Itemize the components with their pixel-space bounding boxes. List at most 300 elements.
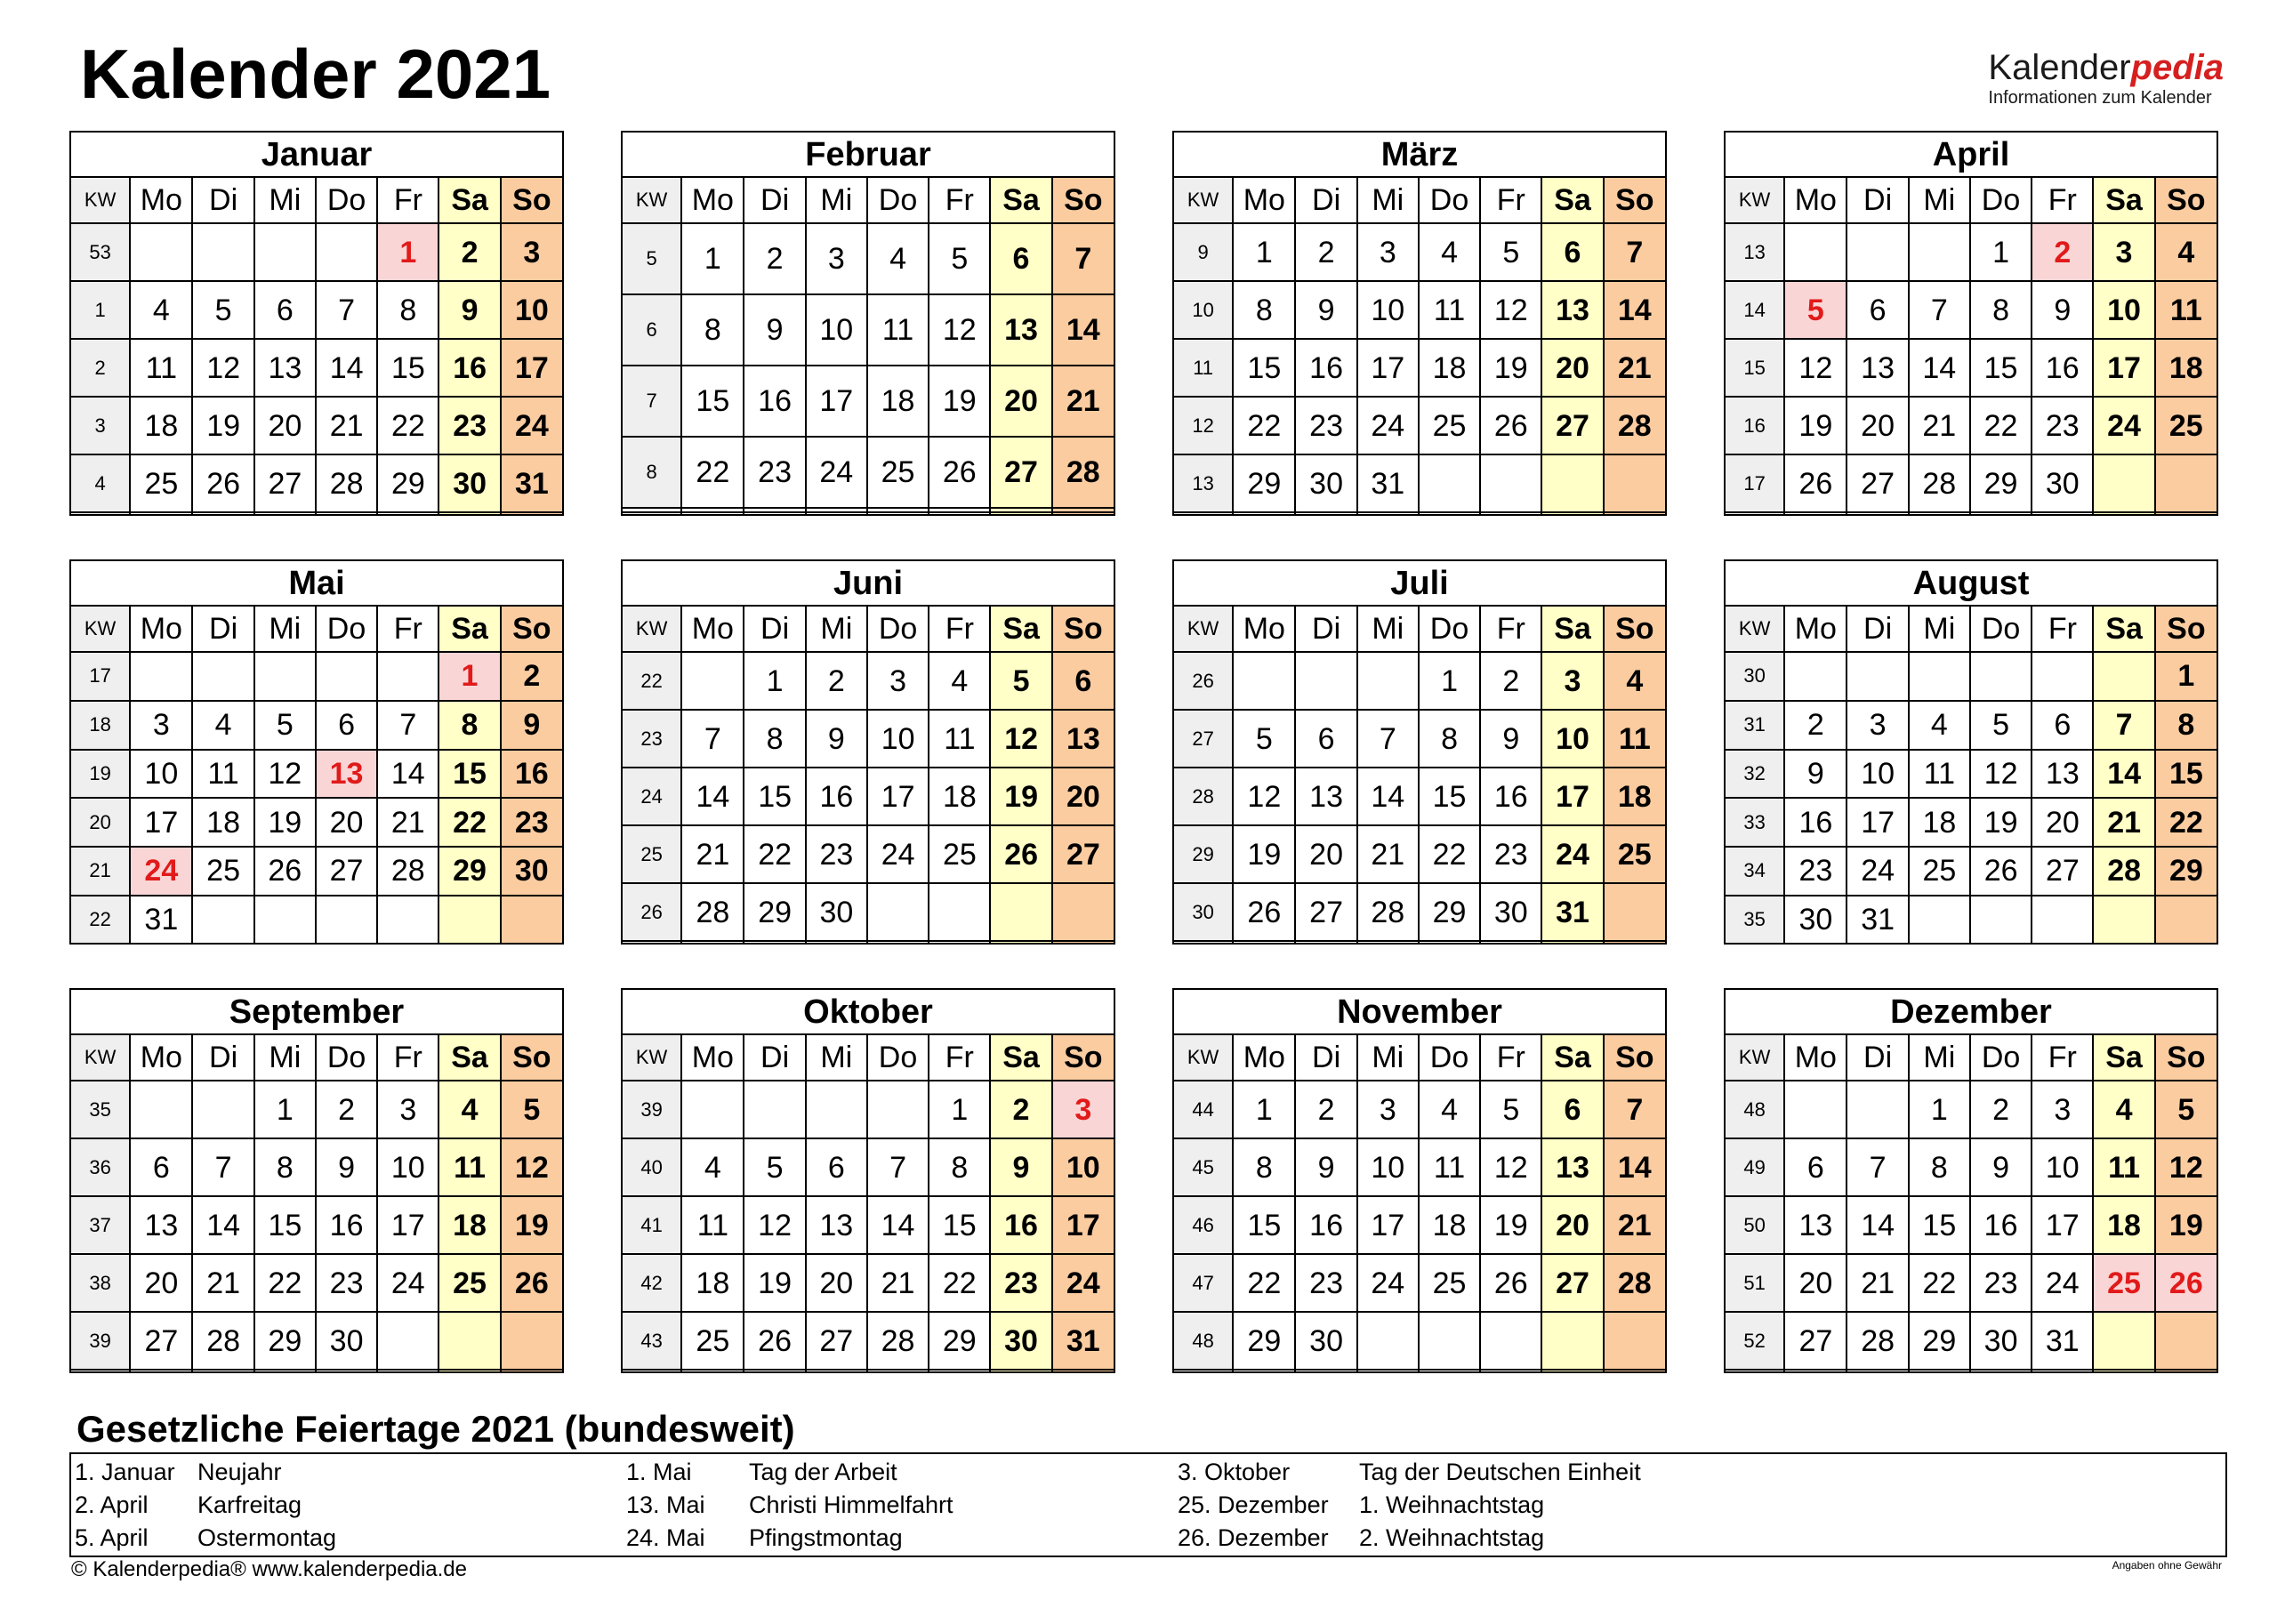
day-cell xyxy=(2155,454,2217,512)
weekday-header: Sa xyxy=(2093,606,2154,652)
week-number: 17 xyxy=(71,652,130,701)
month-name: April xyxy=(1726,133,2217,177)
day-cell: 11 xyxy=(439,1138,500,1196)
weekday-header: Do xyxy=(316,606,377,652)
day-cell: 13 xyxy=(806,1196,867,1254)
weekday-header: KW xyxy=(1174,606,1233,652)
week-number: 22 xyxy=(71,896,130,943)
week-number: 12 xyxy=(1174,397,1233,454)
day-cell xyxy=(1970,512,2032,514)
day-cell: 4 xyxy=(867,223,929,294)
footer-copyright: © Kalenderpedia® www.kalenderpedia.de xyxy=(71,1557,467,1581)
day-cell: 27 xyxy=(1847,454,1908,512)
weekday-header: KW xyxy=(1726,606,1784,652)
day-cell: 31 xyxy=(1541,883,1603,941)
week-number: 48 xyxy=(1174,1312,1233,1370)
day-cell: 4 xyxy=(2093,1081,2154,1138)
week-number: 36 xyxy=(71,1138,130,1196)
day-cell: 30 xyxy=(316,1312,377,1370)
day-cell: 3 xyxy=(1541,652,1603,710)
weekday-header: Do xyxy=(1970,606,2032,652)
day-cell xyxy=(501,896,562,943)
day-cell: 18 xyxy=(929,768,990,825)
day-cell: 8 xyxy=(744,710,805,768)
month-8 xyxy=(1724,559,2218,945)
day-cell: 1 xyxy=(681,223,744,294)
day-cell: 18 xyxy=(1604,768,1665,825)
day-cell xyxy=(806,941,867,943)
day-cell: 18 xyxy=(439,1196,500,1254)
day-cell: 25 xyxy=(1909,847,1970,896)
day-cell xyxy=(1541,941,1603,943)
day-cell xyxy=(1847,223,1908,281)
day-cell: 25 xyxy=(439,1254,500,1312)
day-cell: 26 xyxy=(744,1312,805,1370)
day-cell: 2 xyxy=(806,652,867,710)
day-cell: 30 xyxy=(1784,896,1847,943)
day-cell: 14 xyxy=(192,1196,253,1254)
day-cell xyxy=(2032,652,2093,701)
week-number xyxy=(71,1370,130,1371)
day-cell xyxy=(867,512,929,514)
day-cell: 3 xyxy=(1357,223,1419,281)
day-cell xyxy=(439,896,500,943)
day-cell xyxy=(1480,941,1541,943)
day-cell: 17 xyxy=(1541,768,1603,825)
day-cell xyxy=(192,512,253,514)
day-cell: 15 xyxy=(1419,768,1480,825)
weekday-header: So xyxy=(501,177,562,223)
day-cell: 2 xyxy=(439,223,500,281)
day-cell xyxy=(254,1370,316,1371)
weekday-header: Di xyxy=(1847,1034,1908,1081)
weekday-header: Sa xyxy=(439,606,500,652)
day-cell xyxy=(2032,512,2093,514)
weekday-header: Fr xyxy=(2032,1034,2093,1081)
day-cell xyxy=(316,1370,377,1371)
day-cell xyxy=(1419,1312,1480,1370)
day-cell: 8 xyxy=(1970,281,2032,339)
day-cell xyxy=(2155,512,2217,514)
weekday-header: Mo xyxy=(1233,177,1295,223)
day-cell: 3 xyxy=(1847,701,1908,750)
day-cell: 11 xyxy=(1419,1138,1480,1196)
day-cell: 1 xyxy=(439,652,500,701)
day-cell xyxy=(1541,454,1603,512)
day-cell: 23 xyxy=(1784,847,1847,896)
holiday-date: 3. Oktober xyxy=(1178,1459,1291,1485)
day-cell xyxy=(806,1081,867,1138)
day-cell xyxy=(1909,512,1970,514)
weekday-header: KW xyxy=(71,177,130,223)
day-cell xyxy=(867,883,929,941)
weekday-header: Mi xyxy=(1357,177,1419,223)
day-cell: 8 xyxy=(1419,710,1480,768)
day-cell: 11 xyxy=(1604,710,1665,768)
day-cell: 22 xyxy=(1909,1254,1970,1312)
day-cell: 14 xyxy=(1357,768,1419,825)
day-cell xyxy=(1295,941,1356,943)
day-cell: 8 xyxy=(1233,1138,1295,1196)
month-name: August xyxy=(1726,561,2217,606)
day-cell: 12 xyxy=(501,1138,562,1196)
weekday-header: So xyxy=(1052,606,1114,652)
day-cell xyxy=(1970,1370,2032,1371)
weekday-header: Fr xyxy=(1480,1034,1541,1081)
month-name: Januar xyxy=(71,133,562,177)
day-cell: 21 xyxy=(1052,366,1114,437)
weekday-header: Do xyxy=(1419,1034,1480,1081)
week-number: 33 xyxy=(1726,798,1784,847)
day-cell: 8 xyxy=(254,1138,316,1196)
day-cell xyxy=(1784,512,1847,514)
weekday-header: Di xyxy=(744,606,805,652)
day-cell: 10 xyxy=(1357,281,1419,339)
day-cell xyxy=(1233,1370,1295,1371)
day-cell: 23 xyxy=(806,825,867,883)
day-cell: 1 xyxy=(1909,1081,1970,1138)
day-cell: 17 xyxy=(1357,1196,1419,1254)
day-cell: 9 xyxy=(806,710,867,768)
day-cell: 27 xyxy=(990,437,1051,508)
day-cell xyxy=(681,1081,744,1138)
week-number: 42 xyxy=(623,1254,681,1312)
day-cell xyxy=(1052,1370,1114,1371)
day-cell: 23 xyxy=(316,1254,377,1312)
day-cell xyxy=(1604,454,1665,512)
day-cell xyxy=(990,883,1051,941)
weekday-header: Do xyxy=(867,177,929,223)
day-cell xyxy=(1784,1370,1847,1371)
day-cell: 2 xyxy=(990,1081,1051,1138)
day-cell: 7 xyxy=(1357,710,1419,768)
day-cell: 30 xyxy=(990,1312,1051,1370)
weekday-header: So xyxy=(1604,1034,1665,1081)
day-cell xyxy=(1541,1312,1603,1370)
weekday-header: Do xyxy=(1419,606,1480,652)
month-7 xyxy=(1172,559,1667,945)
day-cell: 22 xyxy=(681,437,744,508)
day-cell xyxy=(1480,454,1541,512)
day-cell: 17 xyxy=(806,366,867,437)
day-cell xyxy=(1847,512,1908,514)
day-cell: 4 xyxy=(929,652,990,710)
day-cell xyxy=(377,512,439,514)
day-cell: 7 xyxy=(1604,223,1665,281)
day-cell: 27 xyxy=(1541,1254,1603,1312)
day-cell: 31 xyxy=(130,896,192,943)
week-number: 6 xyxy=(623,294,681,366)
weekday-header: Mi xyxy=(806,177,867,223)
day-cell: 29 xyxy=(439,847,500,896)
weekday-header: Mi xyxy=(806,1034,867,1081)
day-cell: 10 xyxy=(1052,1138,1114,1196)
day-cell: 8 xyxy=(929,1138,990,1196)
day-cell xyxy=(867,941,929,943)
holiday-row xyxy=(1178,1456,1711,1489)
day-cell: 25 xyxy=(929,825,990,883)
day-cell: 15 xyxy=(377,339,439,397)
holiday-date: 24. Mai xyxy=(626,1524,705,1551)
holidays-list xyxy=(69,1452,2227,1557)
holiday-date: 13. Mai xyxy=(626,1491,705,1518)
day-cell: 15 xyxy=(929,1196,990,1254)
day-cell: 3 xyxy=(867,652,929,710)
day-cell xyxy=(130,652,192,701)
weekday-header: Mi xyxy=(1909,606,1970,652)
weekday-header: Fr xyxy=(377,177,439,223)
week-number xyxy=(1174,512,1233,514)
brand-name xyxy=(1988,48,2224,87)
weekday-header: Sa xyxy=(1541,1034,1603,1081)
week-number: 8 xyxy=(623,437,681,508)
day-cell: 12 xyxy=(1480,1138,1541,1196)
month-name: November xyxy=(1174,990,1665,1034)
day-cell: 4 xyxy=(1604,652,1665,710)
week-number: 39 xyxy=(623,1081,681,1138)
day-cell: 10 xyxy=(806,294,867,366)
day-cell: 1 xyxy=(1970,223,2032,281)
day-cell: 24 xyxy=(1541,825,1603,883)
weekday-header: Fr xyxy=(1480,606,1541,652)
day-cell xyxy=(2155,896,2217,943)
day-cell: 27 xyxy=(254,454,316,512)
holiday-name: Christi Himmelfahrt xyxy=(749,1491,953,1518)
day-cell xyxy=(316,512,377,514)
day-cell: 22 xyxy=(1419,825,1480,883)
day-cell: 30 xyxy=(1295,1312,1356,1370)
week-number xyxy=(623,1370,681,1371)
weekday-header: Fr xyxy=(2032,177,2093,223)
day-cell xyxy=(501,1370,562,1371)
week-number: 13 xyxy=(1174,454,1233,512)
day-cell: 27 xyxy=(130,1312,192,1370)
day-cell: 2 xyxy=(2032,223,2093,281)
holiday-row xyxy=(75,1456,608,1489)
day-cell: 21 xyxy=(1909,397,1970,454)
day-cell xyxy=(501,1312,562,1370)
weekday-header: Fr xyxy=(929,1034,990,1081)
day-cell: 27 xyxy=(316,847,377,896)
day-cell: 23 xyxy=(1295,397,1356,454)
day-cell xyxy=(1909,1370,1970,1371)
month-name: Februar xyxy=(623,133,1114,177)
weekday-header: Sa xyxy=(990,177,1051,223)
day-cell: 5 xyxy=(1970,701,2032,750)
day-cell: 13 xyxy=(1541,281,1603,339)
day-cell xyxy=(439,1312,500,1370)
day-cell: 5 xyxy=(501,1081,562,1138)
day-cell: 19 xyxy=(254,798,316,847)
day-cell: 23 xyxy=(501,798,562,847)
day-cell: 15 xyxy=(1970,339,2032,397)
day-cell: 10 xyxy=(867,710,929,768)
day-cell: 15 xyxy=(744,768,805,825)
day-cell: 12 xyxy=(1233,768,1295,825)
day-cell: 13 xyxy=(2032,750,2093,799)
week-number: 14 xyxy=(1726,281,1784,339)
week-number: 1 xyxy=(71,281,130,339)
day-cell: 26 xyxy=(1480,397,1541,454)
weekday-header: Mi xyxy=(254,177,316,223)
day-cell xyxy=(316,223,377,281)
weekday-header: Do xyxy=(316,177,377,223)
day-cell xyxy=(990,941,1051,943)
weekday-header: KW xyxy=(1174,177,1233,223)
day-cell: 9 xyxy=(990,1138,1051,1196)
day-cell: 31 xyxy=(2032,1312,2093,1370)
day-cell xyxy=(1604,1370,1665,1371)
week-number: 50 xyxy=(1726,1196,1784,1254)
week-number: 4 xyxy=(71,454,130,512)
day-cell: 25 xyxy=(2093,1254,2154,1312)
week-number: 25 xyxy=(623,825,681,883)
week-number: 35 xyxy=(71,1081,130,1138)
day-cell: 1 xyxy=(377,223,439,281)
week-number: 18 xyxy=(71,701,130,750)
day-cell xyxy=(1233,941,1295,943)
day-cell xyxy=(2093,1312,2154,1370)
day-cell: 23 xyxy=(744,437,805,508)
weekday-header: Sa xyxy=(2093,177,2154,223)
day-cell: 3 xyxy=(1357,1081,1419,1138)
day-cell xyxy=(377,1370,439,1371)
day-cell: 23 xyxy=(439,397,500,454)
week-number: 2 xyxy=(71,339,130,397)
week-number: 26 xyxy=(623,883,681,941)
day-cell: 25 xyxy=(1419,1254,1480,1312)
weekday-header: Mi xyxy=(1357,1034,1419,1081)
day-cell: 2 xyxy=(744,223,805,294)
holiday-name: Pfingstmontag xyxy=(749,1524,903,1551)
week-number: 53 xyxy=(71,223,130,281)
holiday-column xyxy=(1178,1456,1711,1555)
week-number: 49 xyxy=(1726,1138,1784,1196)
day-cell: 25 xyxy=(1419,397,1480,454)
day-cell: 26 xyxy=(1233,883,1295,941)
day-cell: 24 xyxy=(867,825,929,883)
day-cell: 21 xyxy=(1604,339,1665,397)
day-cell: 1 xyxy=(929,1081,990,1138)
day-cell: 8 xyxy=(1909,1138,1970,1196)
day-cell: 5 xyxy=(1480,1081,1541,1138)
day-cell: 16 xyxy=(806,768,867,825)
day-cell: 5 xyxy=(929,223,990,294)
day-cell xyxy=(1419,941,1480,943)
day-cell: 3 xyxy=(377,1081,439,1138)
day-cell xyxy=(1970,652,2032,701)
day-cell: 11 xyxy=(130,339,192,397)
weekday-header: Mo xyxy=(681,177,744,223)
week-number xyxy=(1726,1370,1784,1371)
holiday-column xyxy=(75,1456,608,1555)
week-number: 24 xyxy=(623,768,681,825)
holiday-name: 2. Weihnachtstag xyxy=(1359,1524,1545,1551)
day-cell: 28 xyxy=(316,454,377,512)
day-cell xyxy=(316,652,377,701)
day-cell: 7 xyxy=(1847,1138,1908,1196)
day-cell: 29 xyxy=(1233,454,1295,512)
weekday-header: Mi xyxy=(1909,1034,1970,1081)
day-cell: 24 xyxy=(1357,1254,1419,1312)
day-cell: 4 xyxy=(1419,1081,1480,1138)
day-cell: 4 xyxy=(1909,701,1970,750)
day-cell xyxy=(1052,941,1114,943)
day-cell: 19 xyxy=(192,397,253,454)
day-cell: 16 xyxy=(1480,768,1541,825)
holiday-name: Tag der Arbeit xyxy=(749,1459,897,1485)
day-cell xyxy=(1480,512,1541,514)
day-cell xyxy=(1784,223,1847,281)
day-cell: 27 xyxy=(2032,847,2093,896)
day-cell: 19 xyxy=(929,366,990,437)
day-cell: 1 xyxy=(744,652,805,710)
day-cell: 9 xyxy=(501,701,562,750)
day-cell: 5 xyxy=(254,701,316,750)
week-number: 22 xyxy=(623,652,681,710)
day-cell: 16 xyxy=(1295,339,1356,397)
holiday-column xyxy=(626,1456,1160,1555)
weekday-header: Do xyxy=(867,606,929,652)
day-cell xyxy=(1419,512,1480,514)
day-cell: 13 xyxy=(254,339,316,397)
weekday-header: Di xyxy=(192,177,253,223)
holiday-row xyxy=(626,1489,1160,1522)
day-cell: 26 xyxy=(1480,1254,1541,1312)
day-cell: 18 xyxy=(867,366,929,437)
day-cell xyxy=(2155,1312,2217,1370)
day-cell: 10 xyxy=(2032,1138,2093,1196)
weekday-header: KW xyxy=(623,606,681,652)
week-number: 29 xyxy=(1174,825,1233,883)
weekday-header: KW xyxy=(1726,1034,1784,1081)
day-cell: 29 xyxy=(1909,1312,1970,1370)
day-cell: 12 xyxy=(990,710,1051,768)
week-number: 9 xyxy=(1174,223,1233,281)
day-cell xyxy=(1295,1370,1356,1371)
day-cell xyxy=(316,896,377,943)
week-number: 11 xyxy=(1174,339,1233,397)
week-number: 30 xyxy=(1726,652,1784,701)
day-cell: 22 xyxy=(377,397,439,454)
day-cell: 30 xyxy=(501,847,562,896)
day-cell: 7 xyxy=(2093,701,2154,750)
day-cell xyxy=(1233,512,1295,514)
month-name: März xyxy=(1174,133,1665,177)
day-cell: 12 xyxy=(254,750,316,799)
day-cell: 15 xyxy=(2155,750,2217,799)
day-cell xyxy=(1847,1370,1908,1371)
day-cell: 5 xyxy=(1233,710,1295,768)
day-cell xyxy=(2032,1370,2093,1371)
weekday-header: Mo xyxy=(1784,177,1847,223)
day-cell: 7 xyxy=(1052,223,1114,294)
weekday-header: Di xyxy=(192,1034,253,1081)
day-cell: 11 xyxy=(929,710,990,768)
day-cell: 25 xyxy=(192,847,253,896)
day-cell xyxy=(2093,652,2154,701)
day-cell: 20 xyxy=(806,1254,867,1312)
day-cell xyxy=(130,223,192,281)
day-cell: 2 xyxy=(1295,1081,1356,1138)
day-cell xyxy=(1909,896,1970,943)
weekday-header: Do xyxy=(1970,1034,2032,1081)
day-cell: 27 xyxy=(1295,883,1356,941)
weekday-header: Di xyxy=(744,1034,805,1081)
day-cell: 6 xyxy=(254,281,316,339)
weekday-header: Do xyxy=(1419,177,1480,223)
day-cell: 20 xyxy=(1541,339,1603,397)
